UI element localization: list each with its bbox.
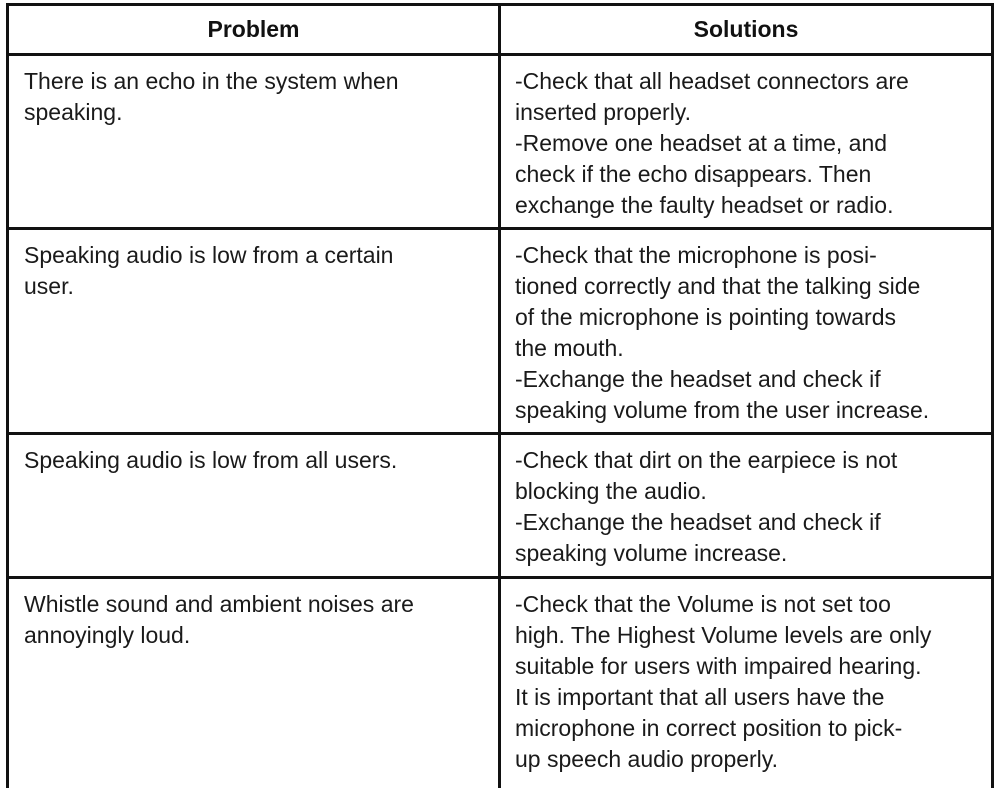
solution-line: speaking volume from the user increase. (515, 397, 930, 423)
solution-line: inserted properly. (515, 99, 691, 125)
solution-line: of the microphone is pointing towards (515, 304, 896, 330)
problem-line: user. (24, 273, 74, 299)
solution-line: high. The Highest Volume levels are only (515, 622, 932, 648)
solution-line: suitable for users with impaired hearing. (515, 653, 922, 679)
solution-line: microphone in correct position to pick- (515, 715, 903, 741)
solution-cell (500, 229, 993, 434)
table-row (8, 434, 993, 578)
solution-line: -Check that all headset connectors are (515, 68, 909, 94)
problem-line: Speaking audio is low from a certain (24, 242, 394, 268)
solution-line: -Remove one headset at a time, and (515, 130, 888, 156)
solution-cell (500, 578, 993, 788)
solution-line: tioned correctly and that the talking side (515, 273, 921, 299)
solution-line: -Check that the Volume is not set too (515, 591, 891, 617)
troubleshooting-table-container (6, 3, 991, 788)
solution-line: -Exchange the headset and check if (515, 509, 881, 535)
problem-line: Speaking audio is low from all users. (24, 447, 398, 473)
header-solutions: Solutions (500, 5, 993, 55)
solution-line: It is important that all users have the (515, 684, 885, 710)
solution-line: speaking volume increase. (515, 540, 788, 566)
table-row (8, 55, 993, 229)
problem-line: Whistle sound and ambient noises are (24, 591, 414, 617)
header-problem: Problem (8, 5, 500, 55)
table-row (8, 578, 993, 788)
solution-line: blocking the audio. (515, 478, 707, 504)
solution-cell (500, 55, 993, 229)
problem-cell (8, 229, 500, 434)
solution-line: check if the echo disappears. Then (515, 161, 872, 187)
table-row (8, 229, 993, 434)
problem-cell (8, 434, 500, 578)
solution-cell (500, 434, 993, 578)
problem-cell (8, 55, 500, 229)
solution-line: -Exchange the headset and check if (515, 366, 881, 392)
troubleshooting-table (6, 3, 994, 788)
solution-line: -Check that the microphone is posi- (515, 242, 877, 268)
solution-line: exchange the faulty headset or radio. (515, 192, 894, 218)
problem-cell (8, 578, 500, 788)
table-header-row (8, 5, 993, 55)
solution-line: the mouth. (515, 335, 624, 361)
problem-line: speaking. (24, 99, 123, 125)
solution-line: -Check that dirt on the earpiece is not (515, 447, 898, 473)
problem-line: There is an echo in the system when (24, 68, 399, 94)
problem-line: annoyingly loud. (24, 622, 191, 648)
solution-line: up speech audio properly. (515, 746, 778, 772)
